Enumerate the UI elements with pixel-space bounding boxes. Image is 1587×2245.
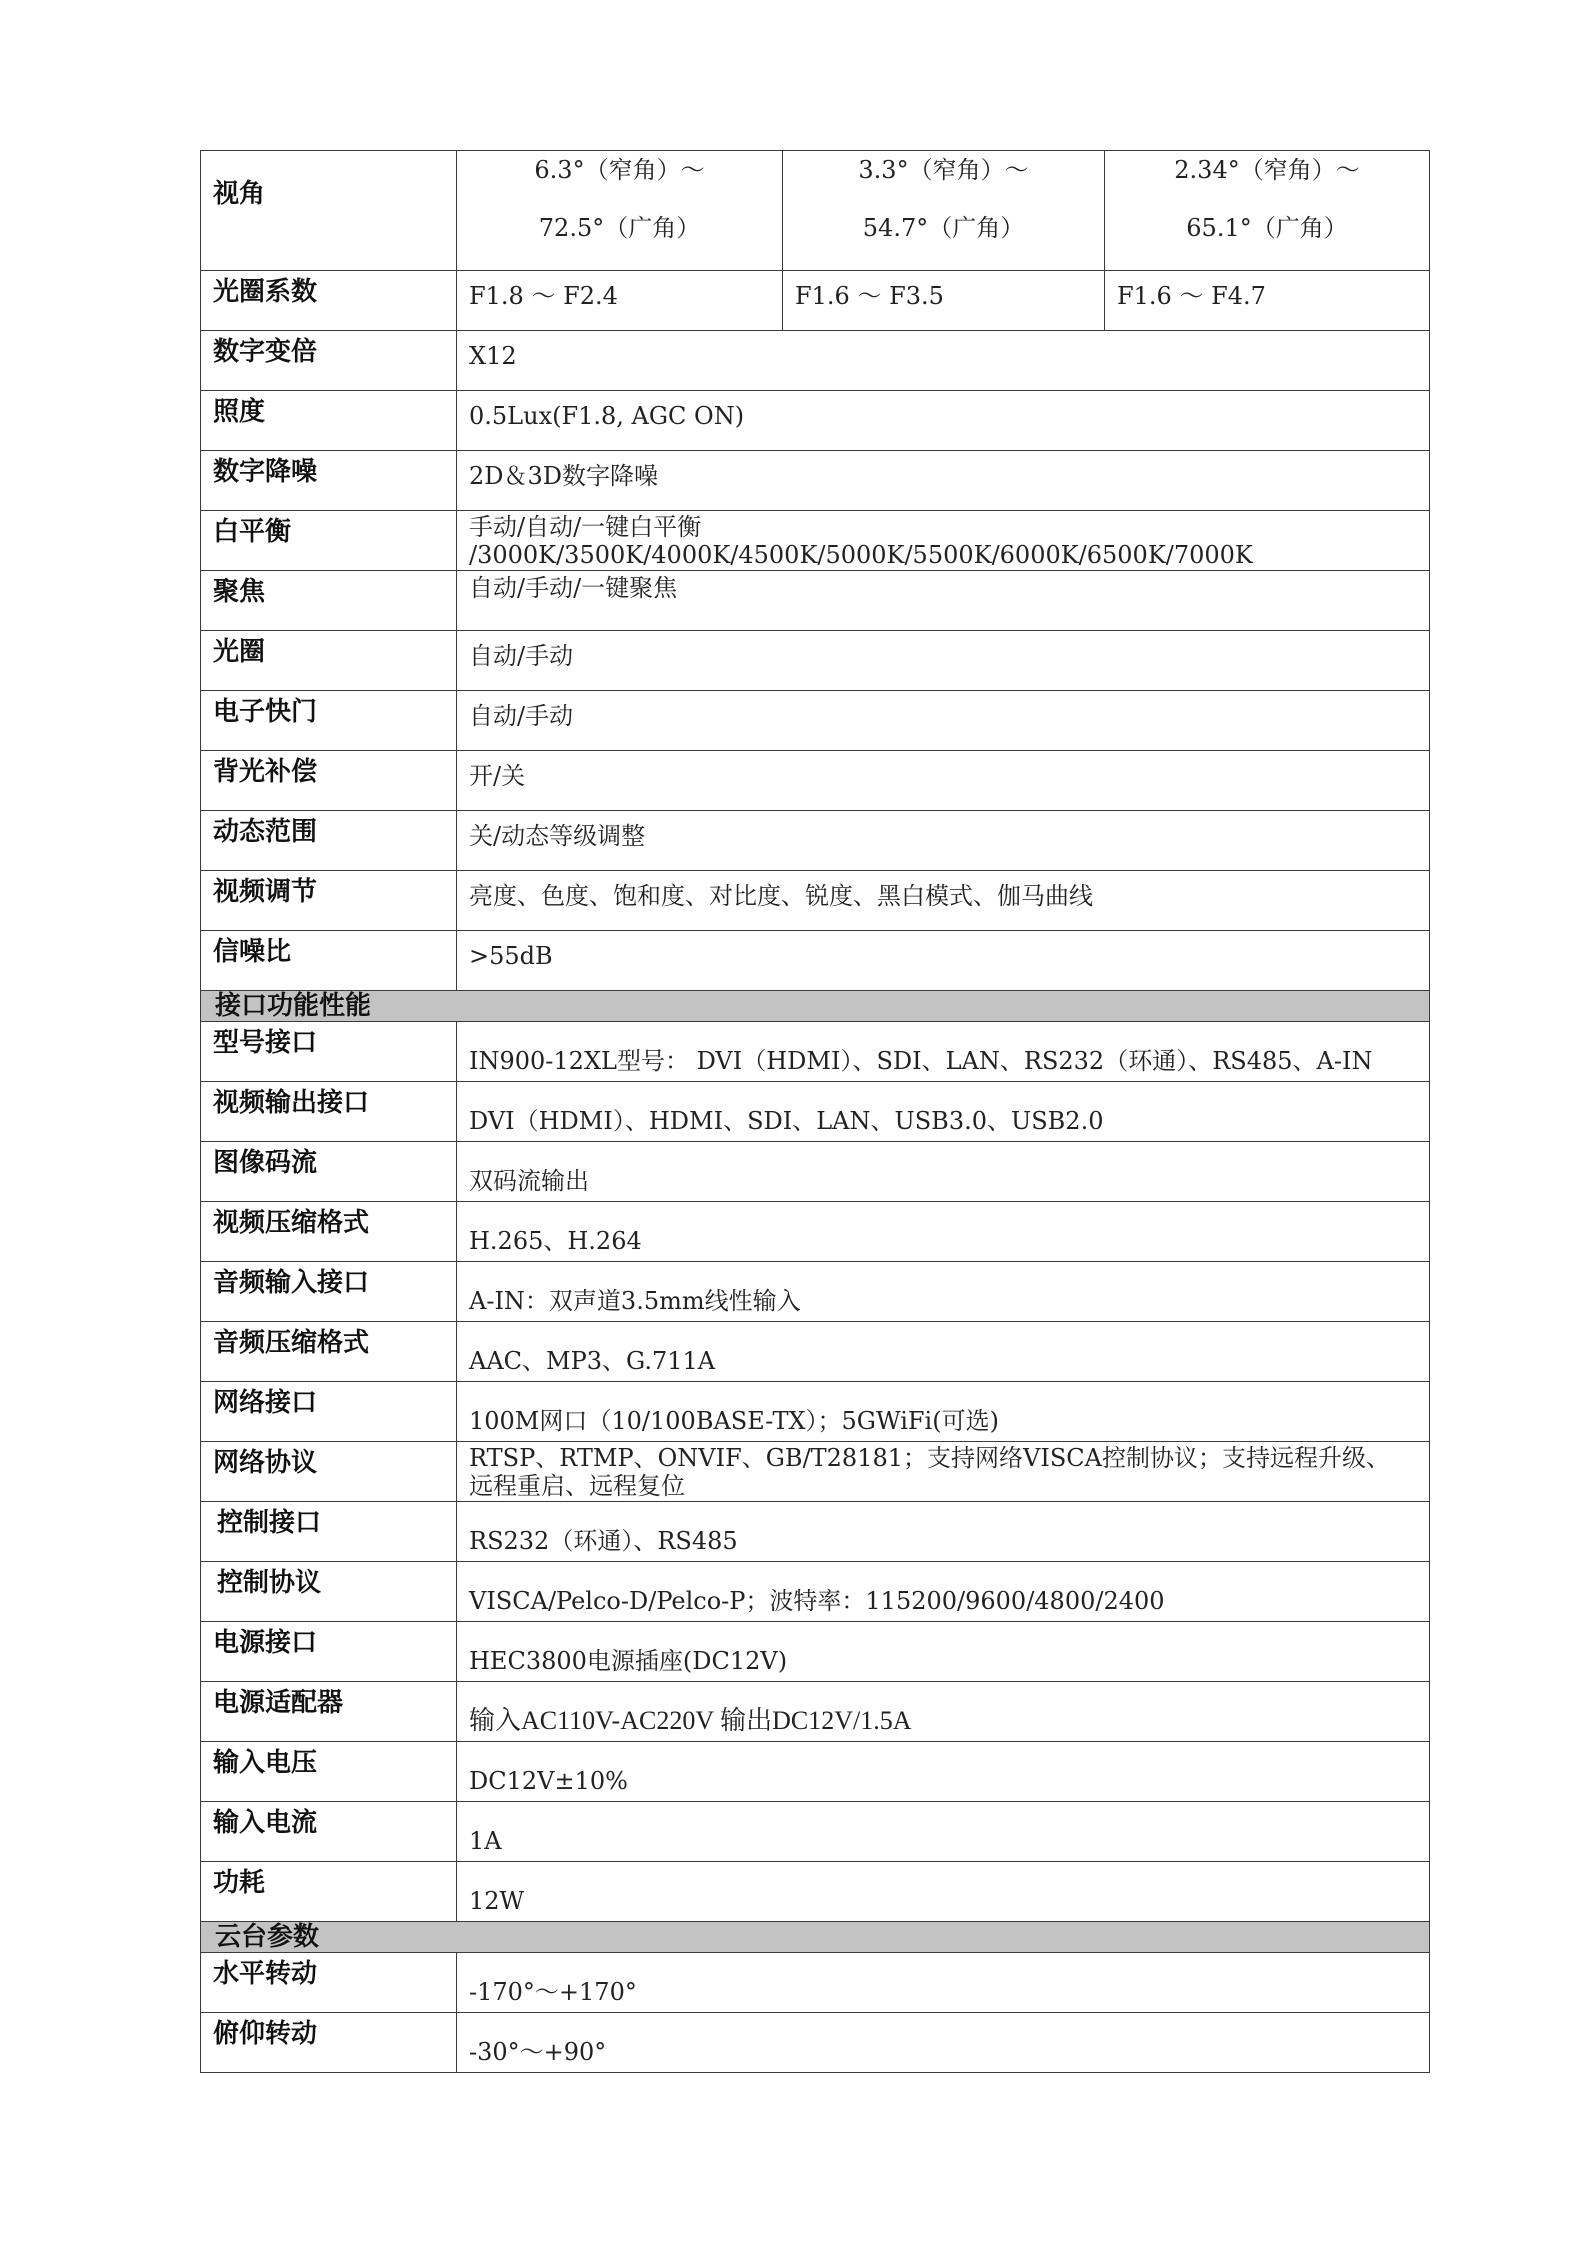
row-label: 照度: [201, 391, 457, 451]
row-value: 双码流输出: [457, 1142, 1430, 1202]
row-value: A-IN：双声道3.5mm线性输入: [457, 1262, 1430, 1322]
row-label: 输入电压: [201, 1742, 457, 1802]
section-title: 接口功能性能: [201, 991, 1430, 1022]
table-row: [201, 691, 1430, 751]
row-label: 图像码流: [201, 1142, 457, 1202]
section-title: 云台参数: [201, 1922, 1430, 1953]
row-label: 电子快门: [201, 691, 457, 751]
table-row: [201, 1862, 1430, 1922]
row-value: 0.5Lux(F1.8, AGC ON): [457, 391, 1430, 451]
table-row: [201, 1202, 1430, 1262]
table-row: [201, 391, 1430, 451]
angle-narrow: 3.3°（窄角）～: [858, 156, 1029, 184]
row-label: 信噪比: [201, 931, 457, 991]
row-value: -170°～+170°: [457, 1953, 1430, 2013]
row-label: 电源适配器: [201, 1682, 457, 1742]
view-angle-col-2: [783, 151, 1105, 271]
row-value: 100M网口（10/100BASE-TX）；5GWiFi(可选): [457, 1382, 1430, 1442]
row-value: 1A: [457, 1802, 1430, 1862]
table-row: [201, 871, 1430, 931]
row-label: 型号接口: [201, 1022, 457, 1082]
row-label: 功耗: [201, 1862, 457, 1922]
angle-wide: 72.5°（广角）: [538, 214, 701, 242]
table-row-aperture-coef: [201, 271, 1430, 331]
row-label: 视频压缩格式: [201, 1202, 457, 1262]
table-row: [201, 1142, 1430, 1202]
row-label: 视频输出接口: [201, 1082, 457, 1142]
row-value: 亮度、色度、饱和度、对比度、锐度、黑白模式、伽马曲线: [457, 871, 1430, 931]
row-label: 背光补偿: [201, 751, 457, 811]
row-value: F1.6 ～ F4.7: [1105, 271, 1430, 331]
row-value: 开/关: [457, 751, 1430, 811]
row-value: H.265、H.264: [457, 1202, 1430, 1262]
table-row-white-balance: [201, 511, 1430, 571]
table-row: [201, 331, 1430, 391]
table-row: [201, 1562, 1430, 1622]
row-value: 2D＆3D数字降噪: [457, 451, 1430, 511]
row-label: 数字降噪: [201, 451, 457, 511]
row-label: 白平衡: [201, 511, 457, 571]
row-label: 音频压缩格式: [201, 1322, 457, 1382]
row-label: 控制接口: [201, 1502, 457, 1562]
row-value: 输入AC110V-AC220V 输出DC12V/1.5A: [457, 1682, 1430, 1742]
row-value: 自动/手动/一键聚焦: [457, 571, 1430, 631]
table-row: [201, 1382, 1430, 1442]
row-value: 自动/手动: [457, 691, 1430, 751]
row-label: 视频调节: [201, 871, 457, 931]
table-row-network-protocol: [201, 1442, 1430, 1502]
row-label: 网络接口: [201, 1382, 457, 1442]
row-value: AAC、MP3、G.711A: [457, 1322, 1430, 1382]
row-value: [457, 1442, 1430, 1502]
row-value: X12: [457, 331, 1430, 391]
white-balance-line-1: 手动/自动/一键白平衡: [469, 513, 702, 541]
row-value: F1.6 ～ F3.5: [783, 271, 1105, 331]
section-header-interface: [201, 991, 1430, 1022]
view-angle-col-1: [457, 151, 783, 271]
angle-narrow: 2.34°（窄角）～: [1174, 156, 1360, 184]
table-row: [201, 1502, 1430, 1562]
row-label: 电源接口: [201, 1622, 457, 1682]
view-angle-col-3: [1105, 151, 1430, 271]
table-row-view-angle: [201, 151, 1430, 271]
white-balance-line-2: /3000K/3500K/4000K/4500K/5000K/5500K/6000K/6500K/7000K: [469, 541, 1253, 569]
table-row: [201, 931, 1430, 991]
row-label: 控制协议: [201, 1562, 457, 1622]
row-label: 网络协议: [201, 1442, 457, 1502]
table-row: [201, 1622, 1430, 1682]
row-value: >55dB: [457, 931, 1430, 991]
row-label: 水平转动: [201, 1953, 457, 2013]
table-row: [201, 1953, 1430, 2013]
table-row: [201, 1022, 1430, 1082]
row-label: 视角: [201, 151, 457, 271]
row-value: F1.8 ～ F2.4: [457, 271, 783, 331]
table-row: [201, 451, 1430, 511]
table-row: [201, 631, 1430, 691]
network-protocol-line-2: 远程重启、远程复位: [469, 1472, 685, 1500]
spec-table: [200, 150, 1430, 2073]
row-value: DC12V±10%: [457, 1742, 1430, 1802]
row-value: -30°～+90°: [457, 2013, 1430, 2073]
row-label: 俯仰转动: [201, 2013, 457, 2073]
row-label: 数字变倍: [201, 331, 457, 391]
table-row: [201, 1262, 1430, 1322]
row-value: DVI（HDMI）、HDMI、SDI、LAN、USB3.0、USB2.0: [457, 1082, 1430, 1142]
table-row: [201, 1682, 1430, 1742]
row-value: IN900-12XL型号： DVI（HDMI）、SDI、LAN、RS232（环通）、RS485、A-IN: [457, 1022, 1430, 1082]
row-value: 自动/手动: [457, 631, 1430, 691]
row-value: RS232（环通）、RS485: [457, 1502, 1430, 1562]
row-label: 动态范围: [201, 811, 457, 871]
table-row: [201, 1742, 1430, 1802]
table-row: [201, 1322, 1430, 1382]
network-protocol-line-1: RTSP、RTMP、ONVIF、GB/T28181；支持网络VISCA控制协议；支持远程升级、: [469, 1444, 1390, 1472]
row-label: 输入电流: [201, 1802, 457, 1862]
table-row: [201, 1802, 1430, 1862]
table-row: [201, 571, 1430, 631]
angle-narrow: 6.3°（窄角）～: [534, 156, 705, 184]
row-value: HEC3800电源插座(DC12V): [457, 1622, 1430, 1682]
angle-wide: 65.1°（广角）: [1186, 214, 1348, 242]
angle-wide: 54.7°（广角）: [862, 214, 1025, 242]
row-value: [457, 511, 1430, 571]
row-value: 12W: [457, 1862, 1430, 1922]
row-label: 聚焦: [201, 571, 457, 631]
table-row: [201, 1082, 1430, 1142]
row-value: 关/动态等级调整: [457, 811, 1430, 871]
section-header-ptz: [201, 1922, 1430, 1953]
row-value: VISCA/Pelco-D/Pelco-P；波特率：115200/9600/4800/2400: [457, 1562, 1430, 1622]
table-row: [201, 2013, 1430, 2073]
table-row: [201, 811, 1430, 871]
row-label: 光圈: [201, 631, 457, 691]
table-row: [201, 751, 1430, 811]
row-label: 光圈系数: [201, 271, 457, 331]
row-label: 音频输入接口: [201, 1262, 457, 1322]
